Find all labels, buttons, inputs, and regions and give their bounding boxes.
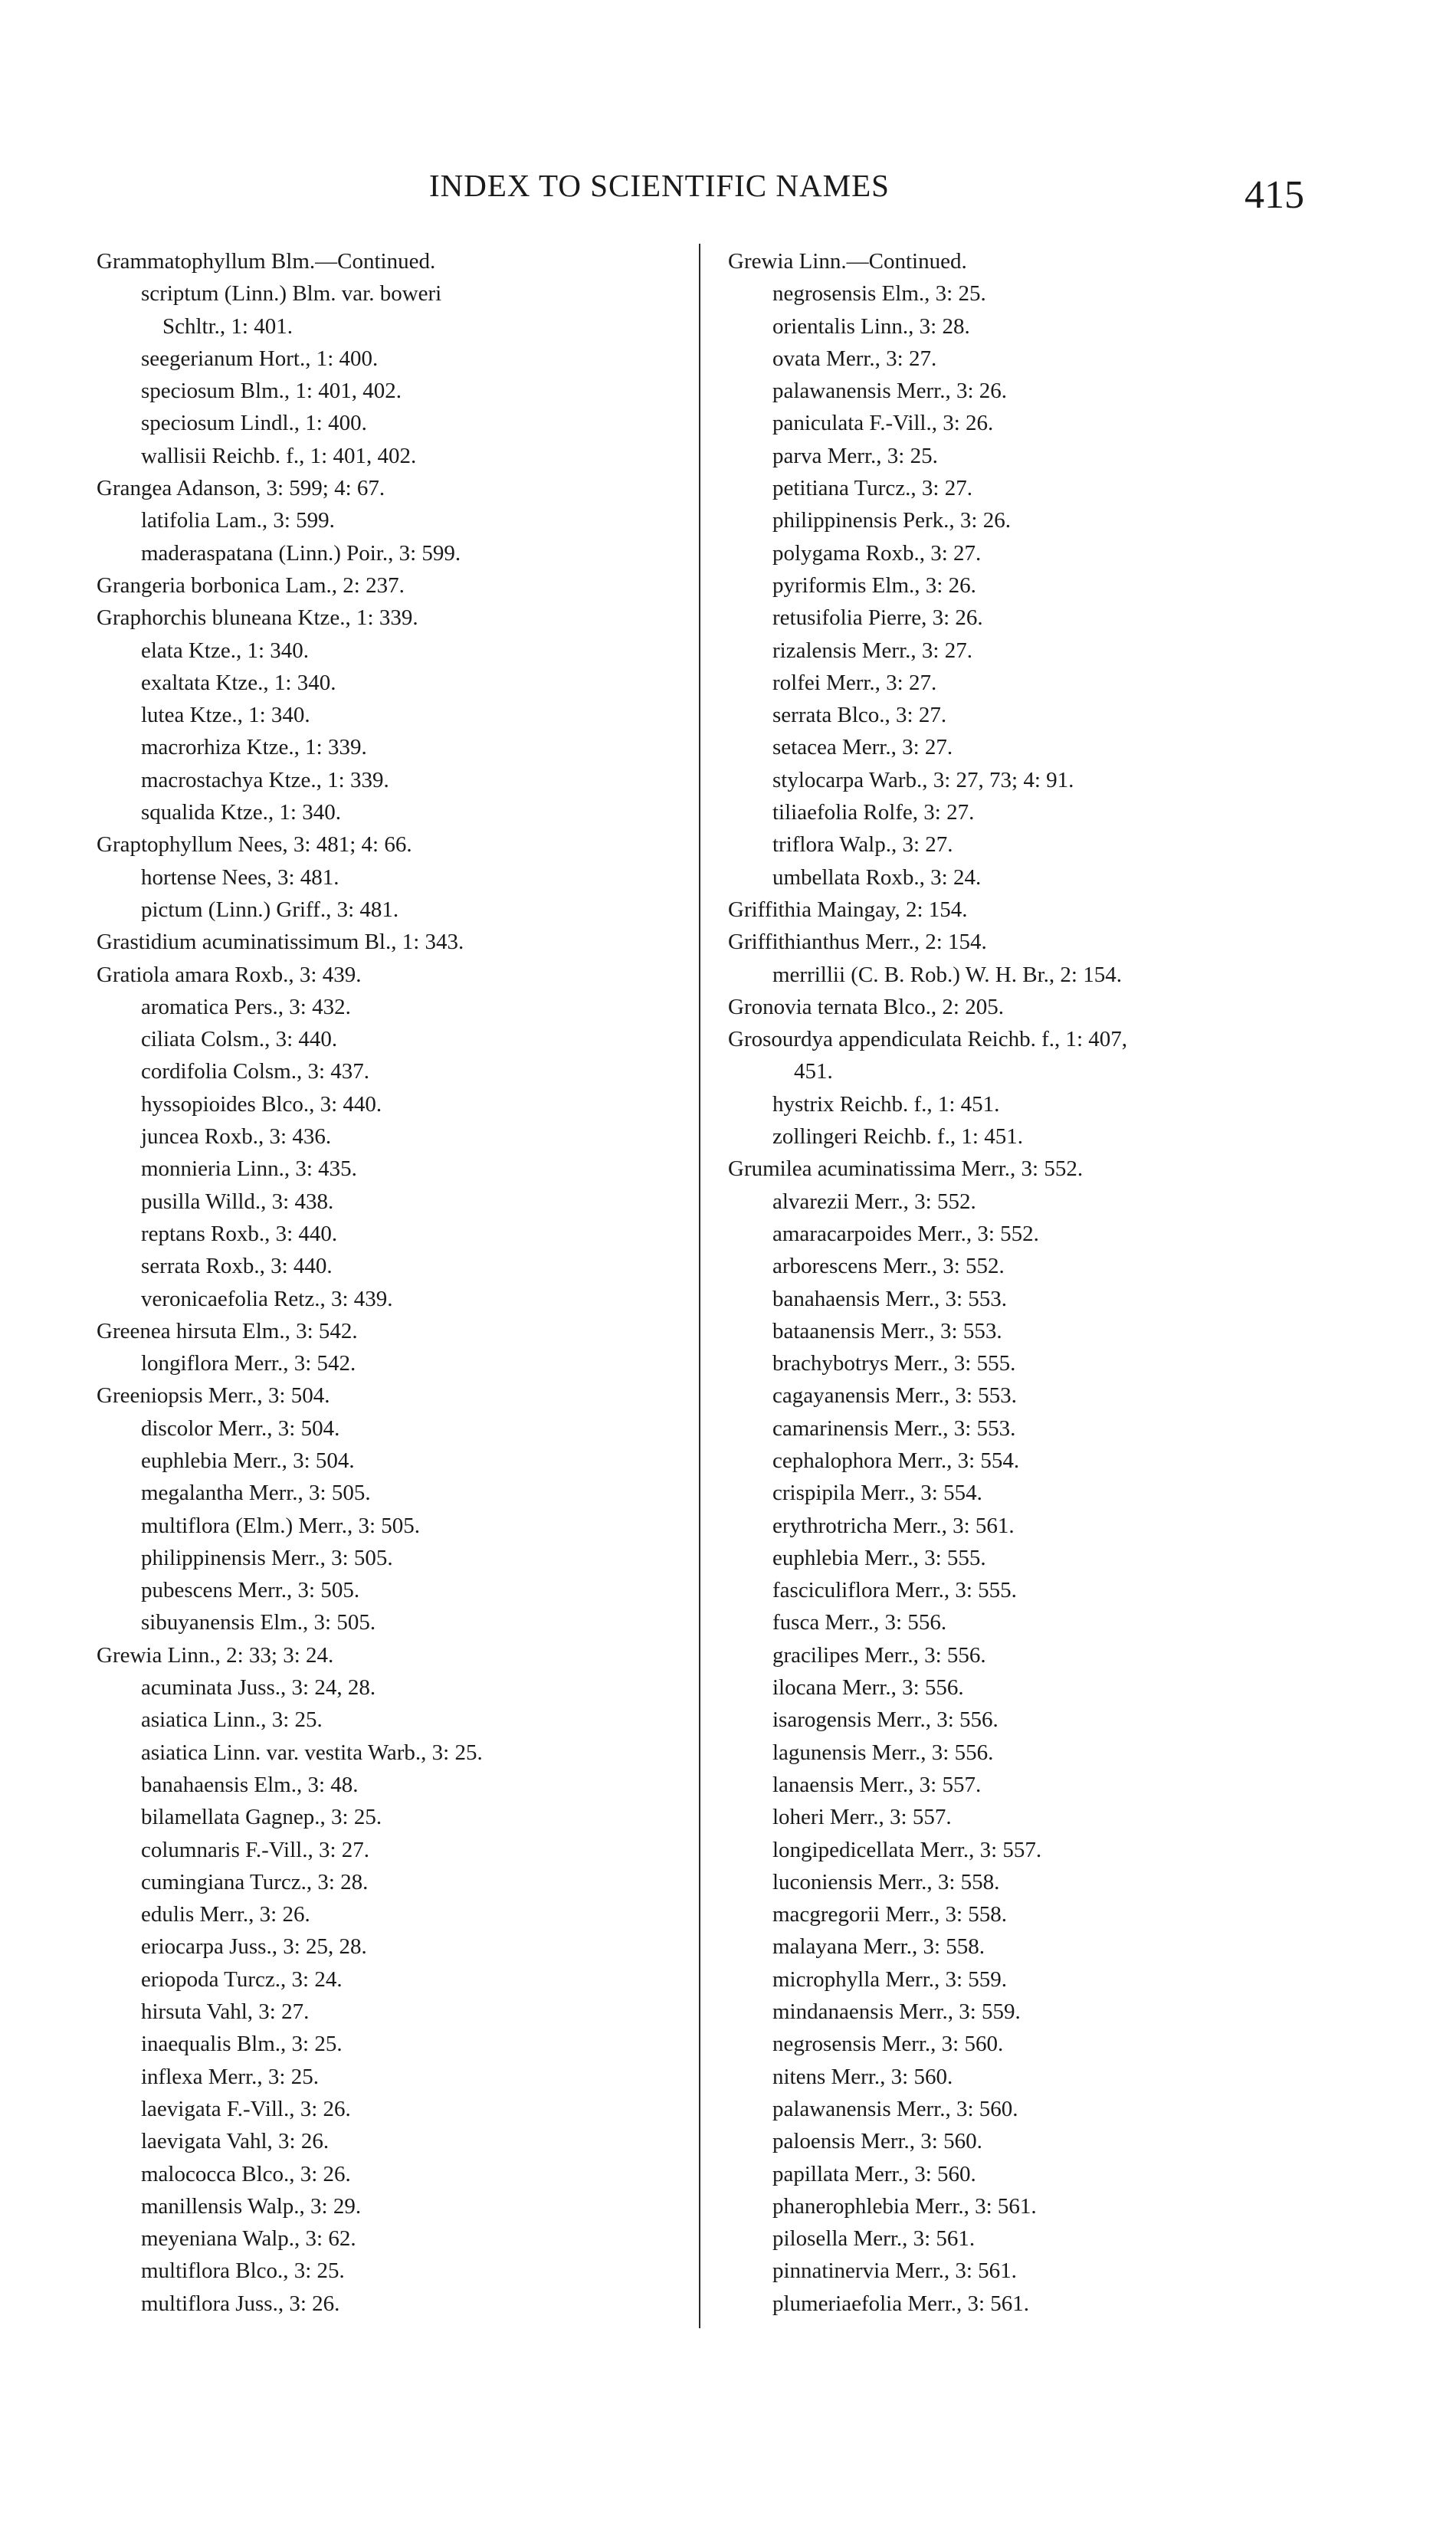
index-entry: sibuyanensis Elm., 3: 505. [141, 1610, 376, 1635]
index-entry: polygama Roxb., 3: 27. [772, 540, 982, 566]
index-entry: microphylla Merr., 3: 559. [772, 1966, 1008, 1992]
index-entry: euphlebia Merr., 3: 504. [141, 1448, 355, 1473]
index-entry: discolor Merr., 3: 504. [141, 1415, 340, 1441]
index-entry: hirsuta Vahl, 3: 27. [141, 1999, 310, 2025]
index-entry: banahaensis Elm., 3: 48. [141, 1772, 359, 1797]
index-entry: Grewia Linn.—Continued. [728, 249, 967, 274]
index-entry: negrosensis Elm., 3: 25. [772, 281, 986, 307]
index-entry: acuminata Juss., 3: 24, 28. [141, 1675, 376, 1701]
index-entry: lanaensis Merr., 3: 557. [772, 1772, 982, 1797]
index-entry: macrorhiza Ktze., 1: 339. [141, 735, 367, 760]
index-entry: pilosella Merr., 3: 561. [772, 2226, 976, 2252]
index-entry: euphlebia Merr., 3: 555. [772, 1545, 986, 1570]
index-entry: pictum (Linn.) Griff., 3: 481. [141, 897, 399, 922]
index-column-left [97, 245, 702, 2320]
index-entry: laevigata F.-Vill., 3: 26. [141, 2096, 351, 2121]
index-entry: speciosum Blm., 1: 401, 402. [141, 379, 402, 404]
index-entry: zollingeri Reichb. f., 1: 451. [772, 1124, 1023, 1150]
index-entry: elata Ktze., 1: 340. [141, 638, 310, 663]
index-entry: serrata Blco., 3: 27. [772, 703, 947, 728]
index-entry: bilamellata Gagnep., 3: 25. [141, 1805, 382, 1830]
index-entry: merrillii (C. B. Rob.) W. H. Br., 2: 154. [772, 962, 1122, 987]
index-entry: tiliaefolia Rolfe, 3: 27. [772, 800, 975, 825]
index-entry: laevigata Vahl, 3: 26. [141, 2129, 330, 2154]
index-entry: cephalophora Merr., 3: 554. [772, 1448, 1020, 1473]
index-entry: papillata Merr., 3: 560. [772, 2161, 976, 2186]
index-entry: parva Merr., 3: 25. [772, 443, 938, 468]
index-entry: asiatica Linn. var. vestita Warb., 3: 25. [141, 1740, 483, 1765]
index-entry: meyeniana Walp., 3: 62. [141, 2226, 356, 2252]
index-entry: Grangea Adanson, 3: 599; 4: 67. [97, 476, 385, 501]
index-entry: ilocana Merr., 3: 556. [772, 1675, 964, 1701]
index-entry: pyriformis Elm., 3: 26. [772, 572, 976, 598]
index-entry: hortense Nees, 3: 481. [141, 864, 339, 890]
index-entry: multiflora Blco., 3: 25. [141, 2258, 345, 2284]
index-entry: Grammatophyllum Blm.—Continued. [97, 249, 436, 274]
index-entry: inaequalis Blm., 3: 25. [141, 2032, 343, 2057]
index-entry: rizalensis Merr., 3: 27. [772, 638, 972, 663]
index-entry: Gratiola amara Roxb., 3: 439. [97, 962, 362, 987]
index-entry: stylocarpa Warb., 3: 27, 73; 4: 91. [772, 767, 1074, 792]
column-divider [699, 244, 700, 2328]
index-entry: loheri Merr., 3: 557. [772, 1805, 952, 1830]
index-entry: Grumilea acuminatissima Merr., 3: 552. [728, 1156, 1084, 1182]
index-entry: plumeriaefolia Merr., 3: 561. [772, 2291, 1030, 2316]
running-head: INDEX TO SCIENTIFIC NAMES [429, 168, 890, 203]
index-entry: banahaensis Merr., 3: 553. [772, 1286, 1008, 1311]
index-entry: setacea Merr., 3: 27. [772, 735, 953, 760]
index-entry: umbellata Roxb., 3: 24. [772, 864, 982, 890]
index-entry: seegerianum Hort., 1: 400. [141, 346, 379, 371]
index-entry: camarinensis Merr., 3: 553. [772, 1415, 1016, 1441]
index-entry: longiflora Merr., 3: 542. [141, 1351, 356, 1376]
index-entry: Schltr., 1: 401. [162, 313, 293, 339]
index-entry: isarogensis Merr., 3: 556. [772, 1707, 999, 1733]
index-entry: manillensis Walp., 3: 29. [141, 2193, 362, 2219]
index-entry: nitens Merr., 3: 560. [772, 2064, 953, 2089]
index-entry: erythrotricha Merr., 3: 561. [772, 1513, 1015, 1538]
index-entry: cordifolia Colsm., 3: 437. [141, 1059, 370, 1084]
index-entry: reptans Roxb., 3: 440. [141, 1221, 338, 1246]
index-entry: orientalis Linn., 3: 28. [772, 313, 970, 339]
index-entry: alvarezii Merr., 3: 552. [772, 1189, 976, 1214]
index-entry: macgregorii Merr., 3: 558. [772, 1902, 1008, 1927]
index-entry: speciosum Lindl., 1: 400. [141, 411, 367, 436]
index-entry: Grastidium acuminatissimum Bl., 1: 343. [97, 930, 464, 955]
index-entry: latifolia Lam., 3: 599. [141, 508, 335, 533]
index-entry: Greenea hirsuta Elm., 3: 542. [97, 1318, 358, 1343]
index-entry: eriopoda Turcz., 3: 24. [141, 1966, 343, 1992]
index-entry: philippinensis Merr., 3: 505. [141, 1545, 393, 1570]
index-entry: Griffithia Maingay, 2: 154. [728, 897, 968, 922]
index-entry: gracilipes Merr., 3: 556. [772, 1642, 986, 1668]
index-entry: luconiensis Merr., 3: 558. [772, 1869, 1000, 1894]
index-entry: malococca Blco., 3: 26. [141, 2161, 351, 2186]
index-entry: hystrix Reichb. f., 1: 451. [772, 1091, 1000, 1117]
index-entry: ovata Merr., 3: 27. [772, 346, 937, 371]
index-entry: lagunensis Merr., 3: 556. [772, 1740, 994, 1765]
index-entry: maderaspatana (Linn.) Poir., 3: 599. [141, 540, 461, 566]
page-number: 415 [1244, 173, 1304, 217]
index-entry: palawanensis Merr., 3: 26. [772, 379, 1008, 404]
index-entry: hyssopioides Blco., 3: 440. [141, 1091, 382, 1117]
index-entry: paniculata F.-Vill., 3: 26. [772, 411, 994, 436]
index-entry: negrosensis Merr., 3: 560. [772, 2032, 1004, 2057]
index-entry: Grewia Linn., 2: 33; 3: 24. [97, 1642, 334, 1668]
index-entry: amaracarpoides Merr., 3: 552. [772, 1221, 1039, 1246]
index-entry: squalida Ktze., 1: 340. [141, 800, 341, 825]
index-entry: pubescens Merr., 3: 505. [141, 1578, 360, 1603]
index-entry: columnaris F.-Vill., 3: 27. [141, 1837, 370, 1862]
index-entry: juncea Roxb., 3: 436. [141, 1124, 332, 1150]
index-entry: bataanensis Merr., 3: 553. [772, 1318, 1002, 1343]
index-entry: lutea Ktze., 1: 340. [141, 703, 310, 728]
index-entry: malayana Merr., 3: 558. [772, 1934, 985, 1960]
index-entry: pusilla Willd., 3: 438. [141, 1189, 334, 1214]
index-entry: multiflora (Elm.) Merr., 3: 505. [141, 1513, 421, 1538]
index-entry: Graptophyllum Nees, 3: 481; 4: 66. [97, 832, 412, 858]
index-entry: edulis Merr., 3: 26. [141, 1902, 310, 1927]
index-entry: pinnatinervia Merr., 3: 561. [772, 2258, 1017, 2284]
index-entry: fusca Merr., 3: 556. [772, 1610, 947, 1635]
index-entry: Griffithianthus Merr., 2: 154. [728, 930, 987, 955]
index-entry: serrata Roxb., 3: 440. [141, 1254, 333, 1279]
index-entry: petitiana Turcz., 3: 27. [772, 476, 972, 501]
index-entry: veronicaefolia Retz., 3: 439. [141, 1286, 393, 1311]
index-entry: 451. [794, 1059, 833, 1084]
index-entry: aromatica Pers., 3: 432. [141, 994, 351, 1019]
index-entry: ciliata Colsm., 3: 440. [141, 1027, 338, 1052]
index-entry: inflexa Merr., 3: 25. [141, 2064, 319, 2089]
index-entry: Grangeria borbonica Lam., 2: 237. [97, 572, 405, 598]
index-entry: cumingiana Turcz., 3: 28. [141, 1869, 369, 1894]
index-entry: megalantha Merr., 3: 505. [141, 1481, 371, 1506]
index-entry: rolfei Merr., 3: 27. [772, 670, 937, 695]
index-entry: mindanaensis Merr., 3: 559. [772, 1999, 1021, 2025]
index-entry: Greeniopsis Merr., 3: 504. [97, 1383, 330, 1409]
index-entry: triflora Walp., 3: 27. [772, 832, 953, 858]
index-entry: asiatica Linn., 3: 25. [141, 1707, 323, 1733]
index-column-right [728, 245, 1333, 2320]
index-entry: retusifolia Pierre, 3: 26. [772, 605, 983, 631]
index-entry: palawanensis Merr., 3: 560. [772, 2096, 1018, 2121]
index-entry: multiflora Juss., 3: 26. [141, 2291, 340, 2316]
index-entry: longipedicellata Merr., 3: 557. [772, 1837, 1042, 1862]
index-entry: exaltata Ktze., 1: 340. [141, 670, 336, 695]
index-entry: Graphorchis bluneana Ktze., 1: 339. [97, 605, 418, 631]
index-entry: eriocarpa Juss., 3: 25, 28. [141, 1934, 367, 1960]
index-entry: philippinensis Perk., 3: 26. [772, 508, 1011, 533]
index-entry: fasciculiflora Merr., 3: 555. [772, 1578, 1017, 1603]
index-entry: scriptum (Linn.) Blm. var. boweri [141, 281, 442, 307]
index-entry: phanerophlebia Merr., 3: 561. [772, 2193, 1037, 2219]
index-entry: wallisii Reichb. f., 1: 401, 402. [141, 443, 417, 468]
index-entry: Gronovia ternata Blco., 2: 205. [728, 994, 1004, 1019]
index-entry: cagayanensis Merr., 3: 553. [772, 1383, 1017, 1409]
index-entry: monnieria Linn., 3: 435. [141, 1156, 357, 1182]
index-entry: crispipila Merr., 3: 554. [772, 1481, 982, 1506]
index-entry: arborescens Merr., 3: 552. [772, 1254, 1005, 1279]
index-entry: brachybotrys Merr., 3: 555. [772, 1351, 1016, 1376]
index-entry: macrostachya Ktze., 1: 339. [141, 767, 389, 792]
index-entry: paloensis Merr., 3: 560. [772, 2129, 982, 2154]
index-entry: Grosourdya appendiculata Reichb. f., 1: 407, [728, 1027, 1128, 1052]
